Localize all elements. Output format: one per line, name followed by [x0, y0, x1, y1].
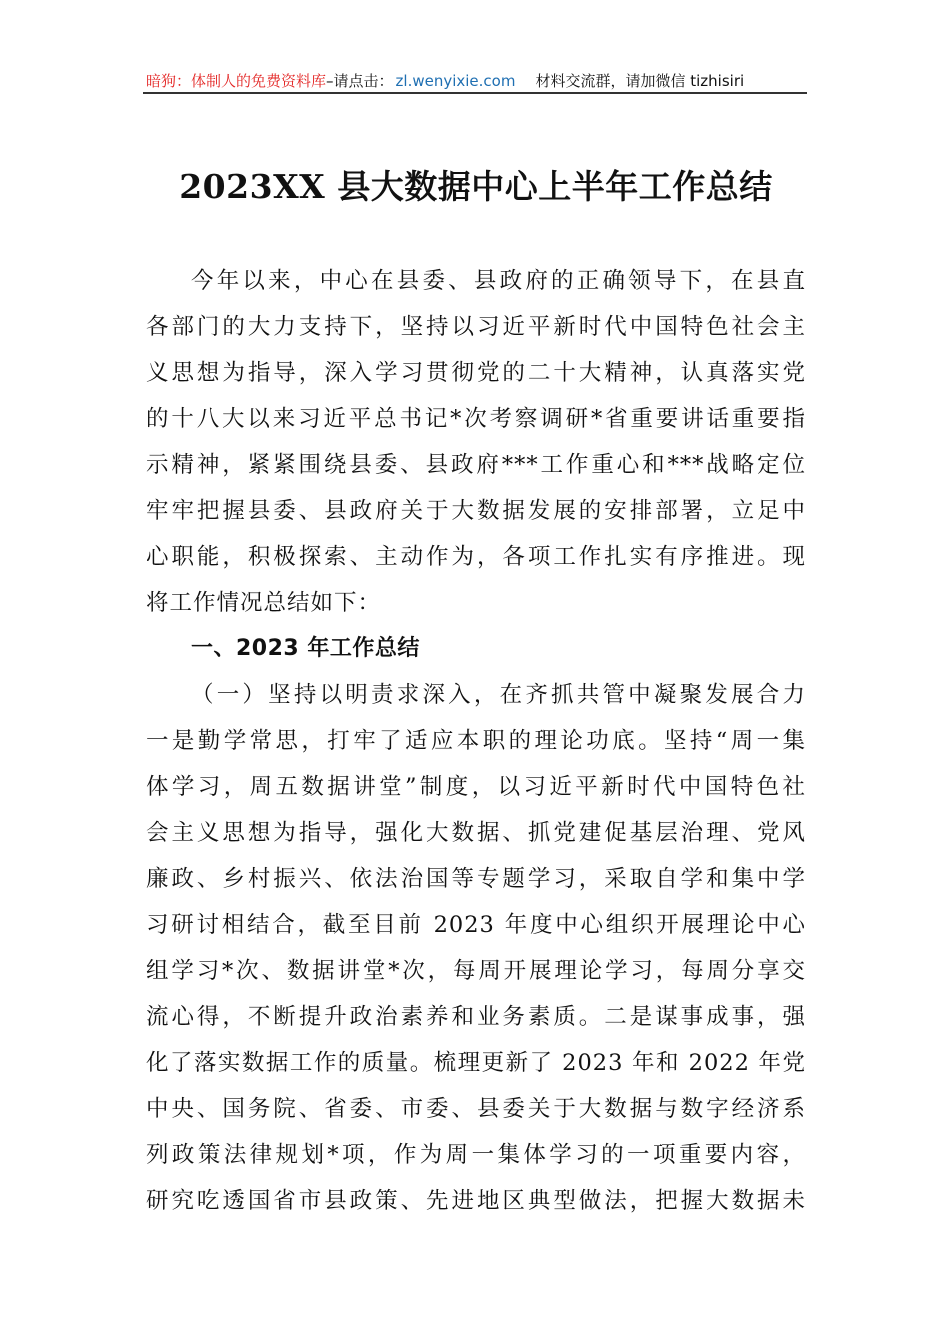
header-divider: [143, 92, 807, 94]
body-line: 习研讨相结合，截至目前 2023 年度中心组织开展理论中心: [146, 912, 806, 938]
body-line: 组学习*次、数据讲堂*次，每周开展理论学习，每周分享交: [146, 958, 806, 984]
header-link[interactable]: zl.wenyixie.com: [395, 72, 516, 90]
intro-line: 各部门的大力支持下，坚持以习近平新时代中国特色社会主: [146, 314, 806, 340]
section-heading: 一、2023 年工作总结: [191, 636, 420, 661]
intro-line: 示精神，紧紧围绕县委、县政府***工作重心和***战略定位: [146, 452, 806, 478]
body-line: 研究吃透国省市县政策、先进地区典型做法，把握大数据未: [146, 1188, 806, 1214]
body-line: 一是勤学常思，打牢了适应本职的理论功底。坚持“周一集: [146, 728, 806, 754]
document-title: 2023XX 县大数据中心上半年工作总结: [179, 167, 773, 206]
header-contact: 材料交流群，请加微信 tizhisiri: [535, 72, 745, 90]
body-line: 列政策法律规划*项，作为周一集体学习的一项重要内容，: [146, 1142, 806, 1168]
page-header: [146, 70, 806, 92]
intro-line: 将工作情况总结如下：: [146, 590, 382, 616]
body-line: 中央、国务院、省委、市委、县委关于大数据与数字经济系: [146, 1096, 806, 1122]
body-line: 化了落实数据工作的质量。梳理更新了 2023 年和 2022 年党: [146, 1050, 806, 1076]
body-line: 会主义思想为指导，强化大数据、抓党建促基层治理、党风: [146, 820, 806, 846]
body-line: 流心得，不断提升政治素养和业务素质。二是谋事成事，强: [146, 1004, 806, 1030]
intro-line: 心职能，积极探索、主动作为，各项工作扎实有序推进。现: [146, 544, 806, 570]
intro-line: 今年以来，中心在县委、县政府的正确领导下，在县直: [191, 268, 806, 294]
document-body: [146, 258, 806, 1224]
intro-line: 义思想为指导，深入学习贯彻党的二十大精神，认真落实党: [146, 360, 806, 386]
subsection-heading: （一）坚持以明责求深入，在齐抓共管中凝聚发展合力: [191, 682, 806, 708]
header-click-prompt: –请点击：: [326, 72, 394, 90]
header-site-name: 暗狗：体制人的免费资料库: [146, 72, 327, 90]
intro-line: 的十八大以来习近平总书记*次考察调研*省重要讲话重要指: [146, 406, 806, 432]
body-line: 体学习，周五数据讲堂”制度，以习近平新时代中国特色社: [146, 774, 806, 800]
intro-line: 牢牢把握县委、县政府关于大数据发展的安排部署，立足中: [146, 498, 806, 524]
body-line: 廉政、乡村振兴、依法治国等专题学习，采取自学和集中学: [146, 866, 806, 892]
